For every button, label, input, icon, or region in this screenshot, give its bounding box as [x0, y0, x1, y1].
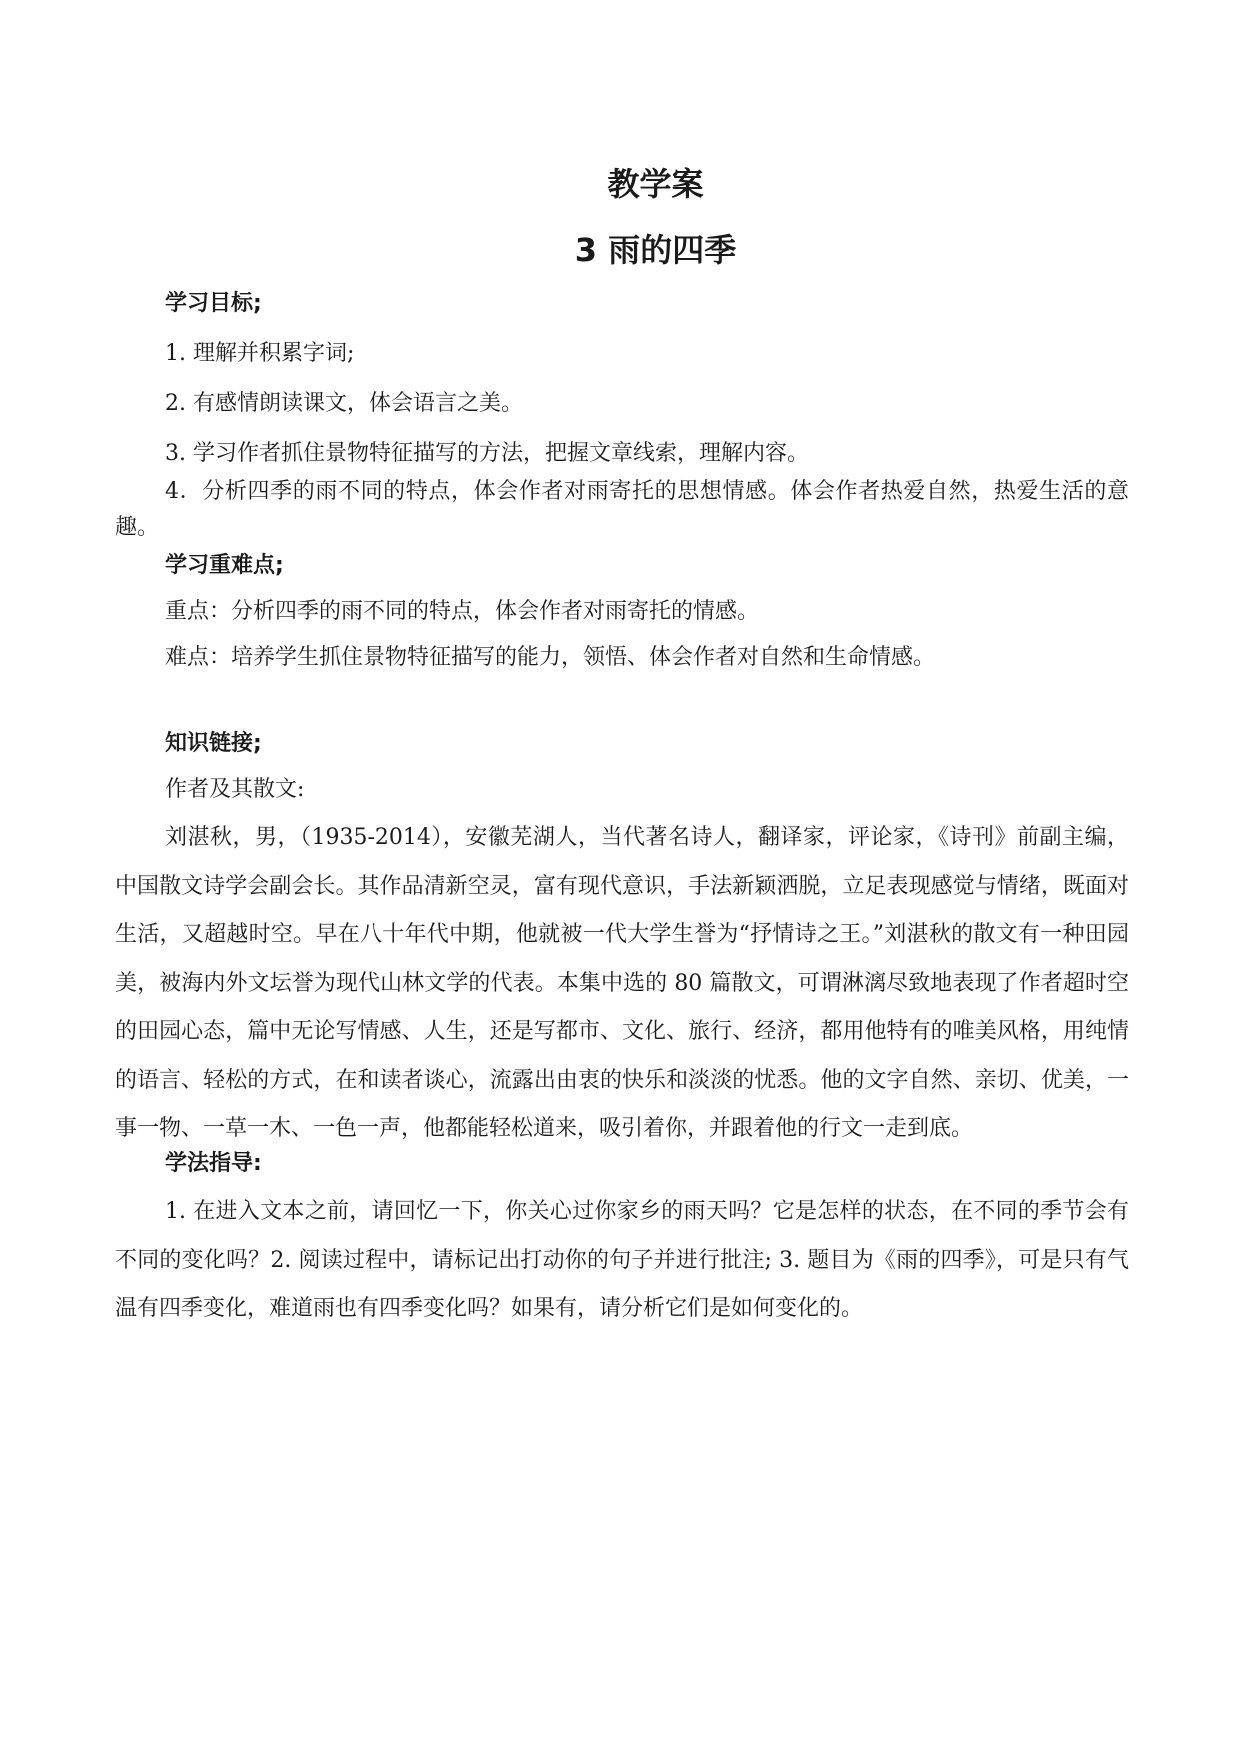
key-points-heading: 学习重难点;: [165, 553, 284, 578]
knowledge-section: [115, 724, 1129, 1144]
knowledge-heading: 知识链接;: [165, 731, 262, 756]
difficulty-point: 难点：培养学生抓住景物特征描写的能力，领悟、体会作者对自然和生命情感。: [165, 645, 936, 670]
objective-item: 3. 学习作者抓住景物特征描写的方法，把握文章线索，理解内容。: [165, 441, 809, 466]
objective-item: 2. 有感情朗读课文，体会语言之美。: [165, 391, 523, 416]
method-guidance: 1. 在进入文本之前，请回忆一下，你关心过你家乡的雨天吗？它是怎样的状态，在不同的季节会有不同的变化吗？2. 阅读过程中，请标记出打动你的句子并进行批注; 3. 题目为《雨的四季》，可是只有气温有四季变化，难道雨也有四季变化吗？如果有，请分析它们是如何变化的。: [115, 1199, 1129, 1321]
objective-item: 1. 理解并积累字词;: [165, 341, 355, 366]
lesson-title: 3 雨的四季: [574, 231, 737, 269]
focus-point: 重点：分析四季的雨不同的特点，体会作者对雨寄托的情感。: [165, 599, 760, 624]
objective-item: 4．分析四季的雨不同的特点，体会作者对雨寄托的思想情感。体会作者热爱自然，热爱生活的意趣。: [115, 479, 1129, 540]
objectives-heading: 学习目标;: [165, 291, 262, 316]
knowledge-intro: 作者及其散文:: [165, 777, 305, 802]
document-title: 教学案: [607, 165, 704, 203]
key-points-section: [115, 546, 1129, 724]
method-section: [115, 1144, 1129, 1334]
method-heading: 学法指导:: [165, 1151, 262, 1176]
document-body: [115, 284, 1129, 1334]
author-biography: 刘湛秋，男，（1935-2014），安徽芜湖人，当代著名诗人，翻译家，评论家，《诗刊》前副主编，中国散文诗学会副会长。其作品清新空灵，富有现代意识，手法新颖洒脱，立足表现感觉与情绪，既面对生活，又超越时空。早在八十年代中期，他就被一代大学生誉为“抒情诗之王。”刘湛秋的散文有一种田园美，被海内外文坛誉为现代山林文学的代表。本集中选的 80 篇散文，可谓淋漓尽致地表现了作者超时空的田园心态，篇中无论写情感、人生，还是写都市、文化、旅行、经济，都用他特有的唯美风格，用纯情的语言、轻松的方式，在和读者谈心，流露出由衷的快乐和淡淡的忧悉。他的文字自然、亲切、优美，一事一物、一草一木、一色一声，他都能轻松道来，吸引着你，并跟着他的行文一走到底。: [115, 825, 1129, 1141]
objectives-section: [115, 284, 1129, 546]
